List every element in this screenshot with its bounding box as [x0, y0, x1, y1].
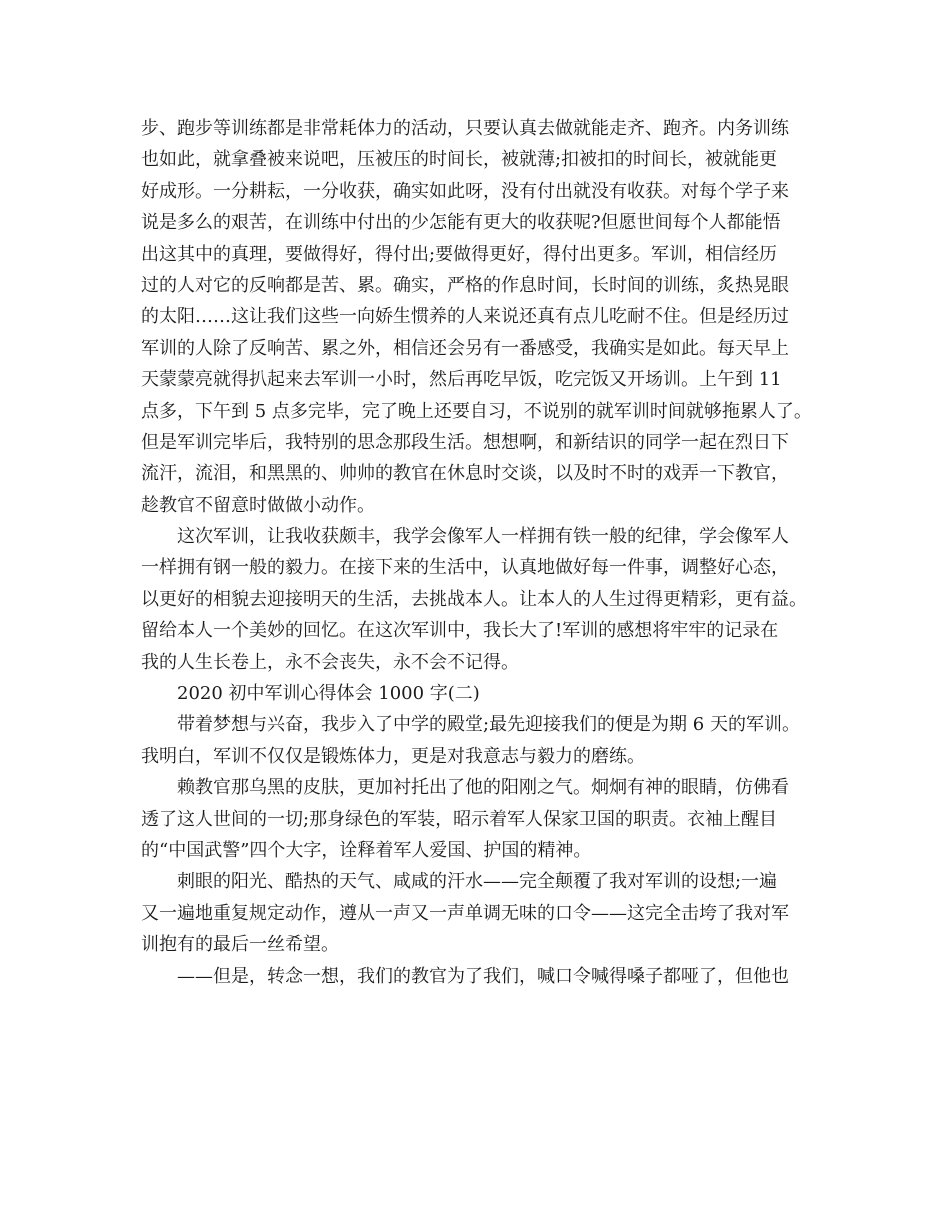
paragraph-start-line: 赖教官那乌黑的皮肤，更加衬托出了他的阳刚之气。炯炯有神的眼睛，仿佛看: [177, 777, 789, 799]
text-line: 我的人生长卷上，永不会丧失，永不会不记得。: [141, 651, 519, 673]
text-line: 以更好的相貌去迎接明天的生活，去挑战本人。让本人的人生过得更精彩，更有益。: [141, 588, 807, 610]
paragraph-start-line: 这次军训，让我收获颇丰，我学会像军人一样拥有铁一般的纪律，学会像军人: [177, 526, 789, 548]
text-line: 趁教官不留意时做做小动作。: [141, 494, 375, 516]
text-line: 留给本人一个美妙的回忆。在这次军训中，我长大了!军训的感想将牢牢的记录在: [141, 620, 779, 642]
text-line: 我明白，军训不仅仅是锻炼体力，更是对我意志与毅力的磨练。: [141, 745, 645, 767]
text-line: 也如此，就拿叠被来说吧，压被压的时间长，被就薄;扣被扣的时间长，被就能更: [141, 149, 778, 171]
text-line: 步、跑步等训练都是非常耗体力的活动，只要认真去做就能走齐、跑齐。内务训练: [141, 118, 789, 139]
text-line: 训抱有的最后一丝希望。: [141, 934, 339, 956]
text-line: 又一遍地重复规定动作，遵从一声又一声单调无味的口令——这完全击垮了我对军: [141, 902, 789, 924]
text-line: 透了这人世间的一切;那身绿色的军装，昭示着军人保家卫国的职责。衣袖上醒目: [141, 808, 778, 830]
text-line: 的太阳……这让我们这些一向娇生惯养的人来说还真有点儿吃耐不住。但是经历过: [141, 306, 789, 328]
paragraph-start-line: 刺眼的阳光、酷热的天气、咸咸的汗水——完全颠覆了我对军训的设想;一遍: [177, 871, 778, 893]
text-line: 但是军训完毕后，我特别的思念那段生活。想想啊，和新结识的同学一起在烈日下: [141, 431, 789, 453]
text-line: 流汗，流泪，和黑黑的、帅帅的教官在休息时交谈，以及时不时的戏弄一下教官，: [141, 463, 789, 485]
text-line: 点多，下午到 5 点多完毕，完了晚上还要自习，不说别的就军训时间就够拖累人了。: [141, 400, 812, 422]
section-heading: 2020 初中军训心得体会 1000 字(二): [177, 683, 480, 705]
paragraph-start-line: ——但是，转念一想，我们的教官为了我们，喊口令喊得嗓子都哑了，但他也: [177, 965, 789, 987]
text-line: 的“中国武警”四个大字，诠释着军人爱国、护国的精神。: [141, 839, 592, 861]
text-line: 说是多么的艰苦，在训练中付出的少怎能有更大的收获呢?但愿世间每个人都能悟: [141, 212, 781, 234]
document-body: [141, 113, 831, 992]
text-line: 过的人对它的反响都是苦、累。确实，严格的作息时间，长时间的训练，炙热晃眼: [141, 274, 789, 296]
text-line: 军训的人除了反响苦、累之外，相信还会另有一番感受，我确实是如此。每天早上: [141, 337, 789, 359]
text-line: 出这其中的真理，要做得好，得付出;要做得更好，得付出更多。军训，相信经历: [141, 243, 778, 265]
text-line: 好成形。一分耕耘，一分收获，确实如此呀，没有付出就没有收获。对每个学子来: [141, 180, 789, 202]
text-line: 一样拥有钢一般的毅力。在接下来的生活中，认真地做好每一件事，调整好心态，: [141, 557, 789, 579]
paragraph-start-line: 带着梦想与兴奋，我步入了中学的殿堂;最先迎接我们的便是为期 6 天的军训。: [177, 714, 800, 736]
text-line: 天蒙蒙亮就得扒起来去军训一小时，然后再吃早饭，吃完饭又开场训。上午到 11: [141, 369, 782, 391]
